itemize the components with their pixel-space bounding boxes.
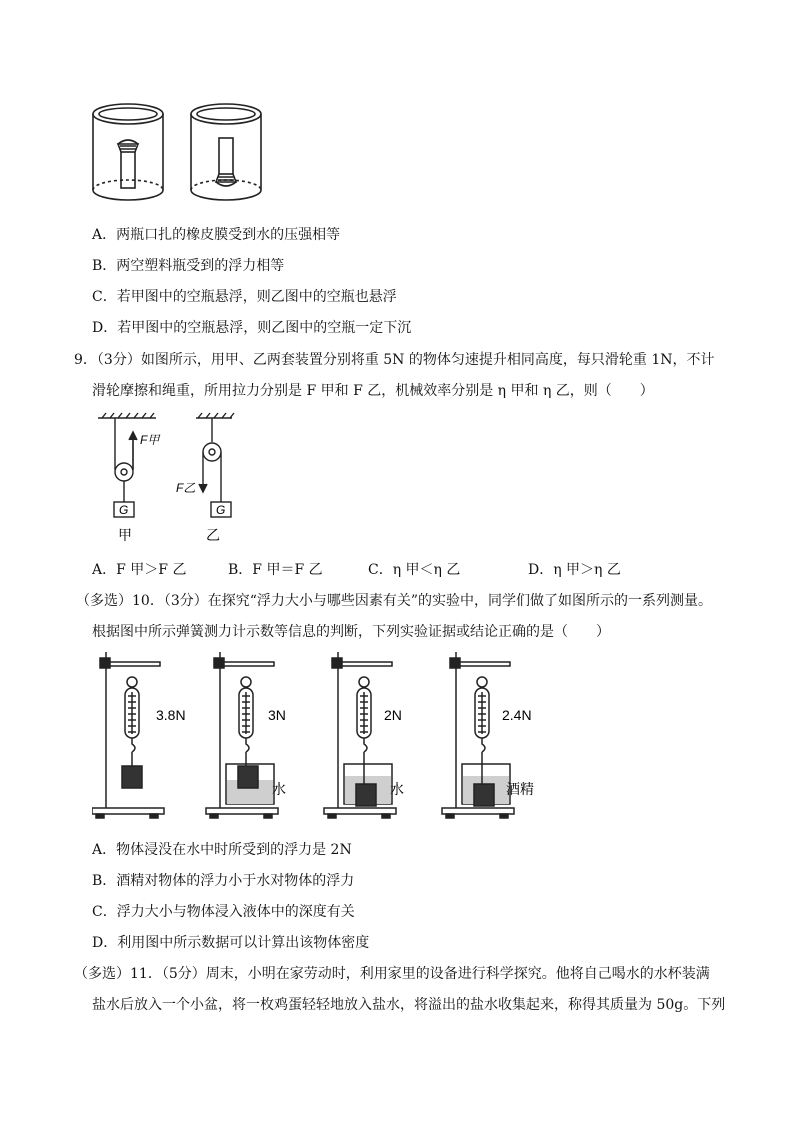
q9-option-b: B．F 甲＝F 乙 [228, 562, 323, 578]
caption-jia: 甲 [118, 527, 132, 543]
q9-stem-line1: 9．（3分）如图所示，用甲、乙两套装置分别将重 5N 的物体匀速提升相同高度，每只滑轮重 1N，不计 [74, 352, 715, 368]
q9-option-c: C．η 甲＜η 乙 [368, 562, 461, 578]
caption-yi: 乙 [206, 527, 220, 543]
q8-option-b: B．两空塑料瓶受到的浮力相等 [92, 258, 285, 274]
liquid-3: 水 [390, 781, 404, 797]
bottles-figure [92, 100, 264, 204]
q10-option-d: D．利用图中所示数据可以计算出该物体密度 [92, 935, 370, 951]
q8-option-c: C．若甲图中的空瓶悬浮，则乙图中的空瓶也悬浮 [92, 289, 397, 305]
force-yi-label: F乙 [176, 481, 196, 495]
spring-scale-figure [92, 648, 542, 828]
q10-option-b: B．酒精对物体的浮力小于水对物体的浮力 [92, 873, 355, 889]
q10-stem-line1: （多选）10．（3分）在探究“浮力大小与哪些因素有关”的实验中，同学们做了如图所示的一系列测量。 [76, 593, 713, 609]
q8-option-a: A．两瓶口扎的橡皮膜受到水的压强相等 [92, 227, 341, 243]
q10-option-c: C．浮力大小与物体浸入液体中的深度有关 [92, 904, 355, 920]
reading-2: 3N [268, 707, 286, 723]
reading-4: 2.4N [502, 707, 532, 723]
pulley-figure [92, 412, 252, 548]
q9-stem-line2: 滑轮摩擦和绳重，所用拉力分别是 F 甲和 F 乙，机械效率分别是 η 甲和 η 乙，则（ ） [92, 383, 654, 399]
weight-label-yi: G [216, 503, 226, 517]
q8-option-d: D．若甲图中的空瓶悬浮，则乙图中的空瓶一定下沉 [92, 320, 412, 336]
q10-stem-line2: 根据图中所示弹簧测力计示数等信息的判断，下列实验证据或结论正确的是（ ） [92, 624, 610, 640]
q9-option-a: A．F 甲＞F 乙 [92, 562, 187, 578]
q11-stem-line1: （多选）11．（5分）周末，小明在家劳动时，利用家里的设备进行科学探究。他将自己喝水的水杯装满 [74, 966, 710, 982]
q11-stem-line2: 盐水后放入一个小盆，将一枚鸡蛋轻轻地放入盐水，将溢出的盐水收集起来，称得其质量为 50g。下列 [92, 997, 726, 1013]
reading-1: 3.8N [156, 707, 186, 723]
q9-option-d: D．η 甲＞η 乙 [528, 562, 621, 578]
reading-3: 2N [384, 707, 402, 723]
liquid-4: 酒精 [506, 781, 534, 797]
weight-label-jia: G [119, 503, 129, 517]
liquid-2: 水 [272, 781, 286, 797]
force-jia-label: F甲 [140, 433, 160, 447]
q10-option-a: A．物体浸没在水中时所受到的浮力是 2N [92, 842, 352, 858]
